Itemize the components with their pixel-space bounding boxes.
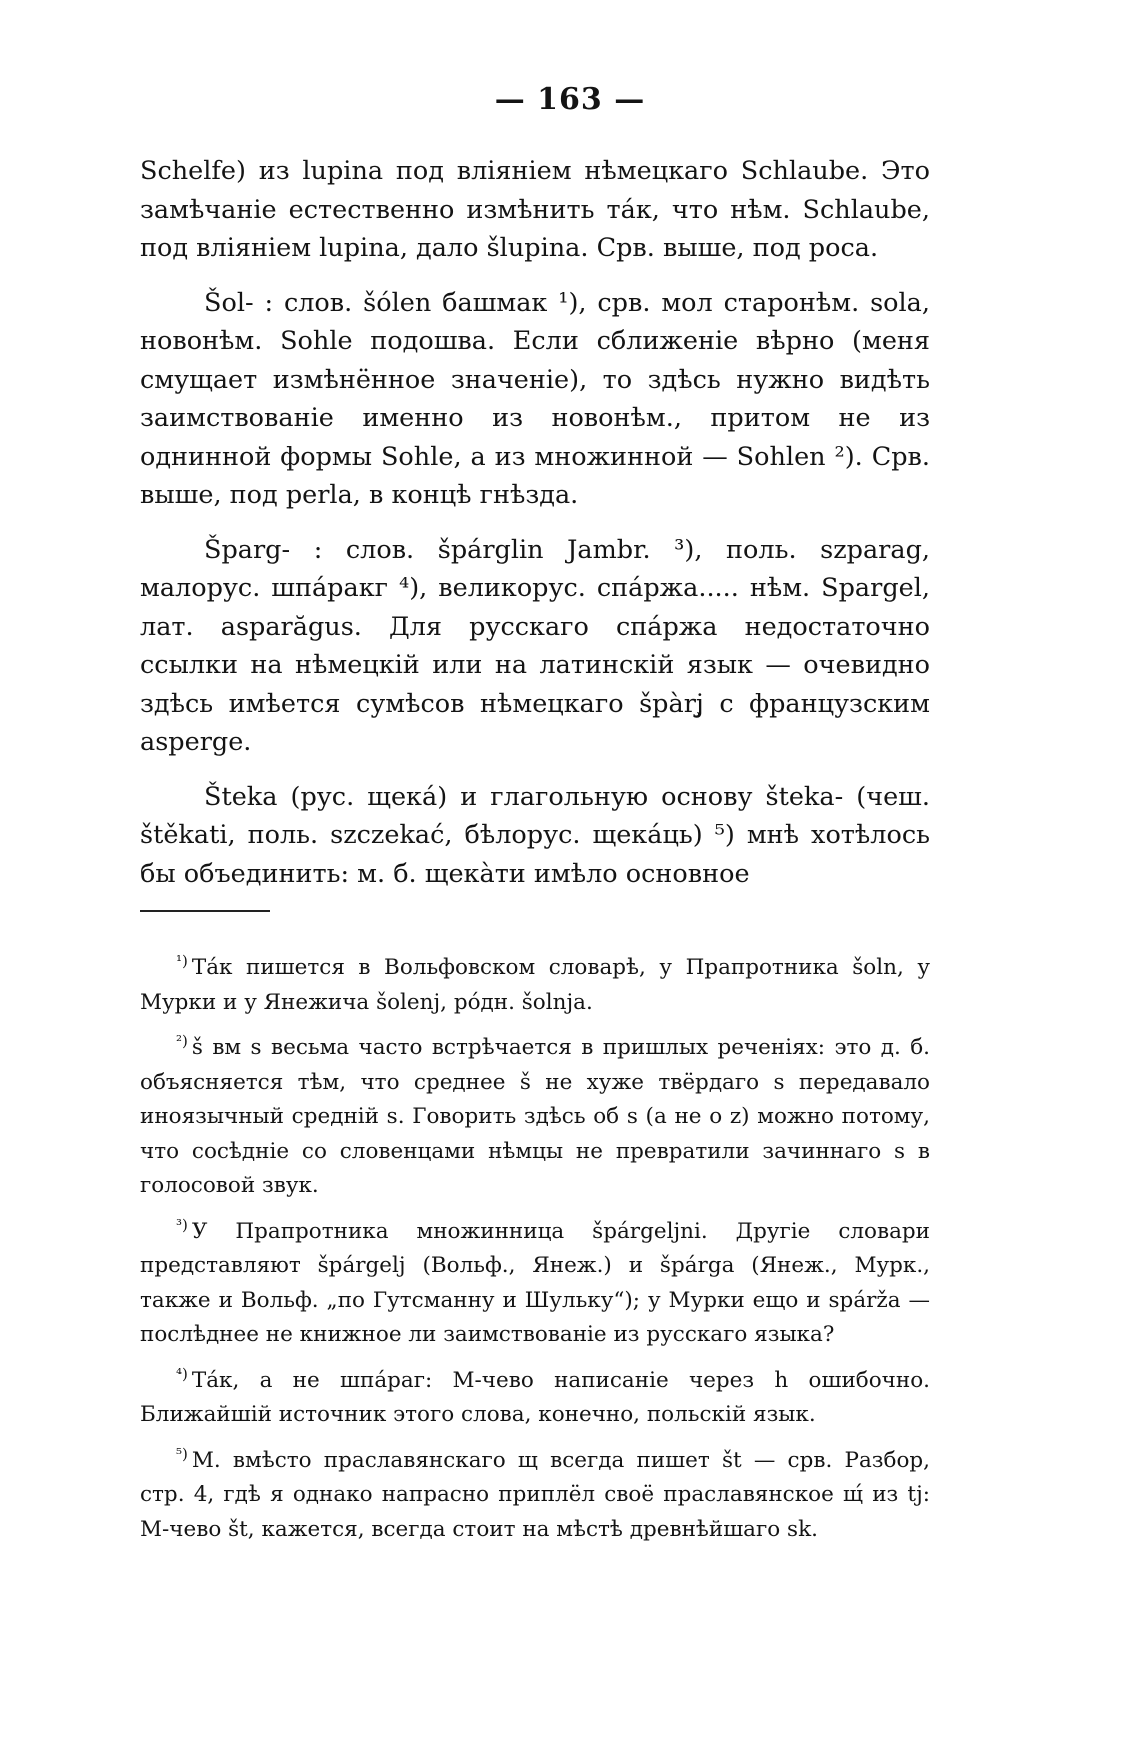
footnote-text: š вм s весьма часто встрѣчается в пришлых реченіях: это д. б. объясняется тѣм, что среднее š не хуже твёрдаго s передавало иноязычный средній s. Говорить здѣсь об s (а не о z) можно потому, что сосѣдніе со словенцами нѣмцы не превратили зачиннаго s в голосовой звук.	[140, 1035, 930, 1198]
footnote-mark: ²)	[176, 1032, 188, 1050]
footnote-mark: ¹)	[176, 952, 188, 970]
footnote-text: Тáк пишется в Вольфовском словарѣ, у Прапротника šoln, у Мурки и у Янежича šolenj, рóдн. šolnja.	[140, 955, 930, 1015]
footnote-5	[140, 1437, 930, 1548]
footnote-text: Тáк, а не шпáраг: М-чево написаніе через h ошибочно. Ближайшій источник этого слова, конечно, польскій язык.	[140, 1367, 930, 1427]
footnote-mark: ⁵)	[176, 1444, 188, 1463]
footnote-2	[140, 1024, 930, 1204]
footnote-4	[140, 1357, 930, 1433]
paragraph-sparg: Špаrg- : слов. špárglin Jambr. ³), поль. szparag, малорус. шпáракг ⁴), великорус. спáржа..... нѣм. Spargel, лат. asparăgus. Для русскаго спáржа недостаточно ссылки на нѣмецкій или на латинскій язык — очевидно здѣсь имѣется сумѣсов нѣмецкаго špàrj̧ с французским asperge.	[140, 534, 930, 757]
footnote-mark: ³)	[176, 1215, 188, 1234]
page-number: — 163 —	[494, 82, 646, 117]
footnote-separator	[140, 910, 270, 912]
paragraph-schelfe: Schelfe) из lupina под вліяніем нѣмецкаго Schlaube. Это замѣчаніе естественно измѣнить тáк, что нѣм. Schlaube, под вліяніем lupina, дало šlupina. Срв. выше, под роса.	[140, 156, 930, 263]
footnotes	[140, 944, 930, 1551]
footnote-text: У Прапротника множинница špárgeljni. Другіе словари представляют špárgelj (Вольф., Янеж.) и špárga (Янеж., Мурк., также и Вольф. „по Гутсманну и Шульку“); у Мурки ещо и spárža — послѣднее не книжное ли заимствованіе из русскаго языка?	[140, 1218, 930, 1347]
footnote-text: М. вмѣсто праславянскаго щ всегда пишет št — срв. Разбор, стр. 4, гдѣ я однако напрасно приплёл своё праславянское щ́ из tj: М-чево št, кажется, всегда стоит на мѣстѣ древнѣйшаго sk.	[140, 1447, 930, 1542]
main-text	[140, 152, 930, 909]
paragraph-steka: Šteka (рус. щекá) и глагольную основу šteka- (чеш. štěkati, поль. szczekać, бѣлорус. щекáць) ⁵) мнѣ хотѣлось бы объединить: м. б. щекàти имѣло основное	[140, 781, 930, 889]
footnote-1	[140, 944, 930, 1020]
footnote-3	[140, 1208, 930, 1353]
footnote-mark: ⁴)	[176, 1364, 188, 1383]
paragraph-sol: Šol- : слов. šólen башмак ¹), срв. мол старонѣм. sola, новонѣм. Sohle подошва. Если сближеніе вѣрно (меня смущает измѣнённое значеніе), то здѣсь нужно видѣть заимствованіе именно из новонѣм., притом не из однинной формы Sohle, а из множинной — Sohlen ²). Срв. выше, под perla, в концѣ гнѣзда.	[140, 287, 930, 510]
